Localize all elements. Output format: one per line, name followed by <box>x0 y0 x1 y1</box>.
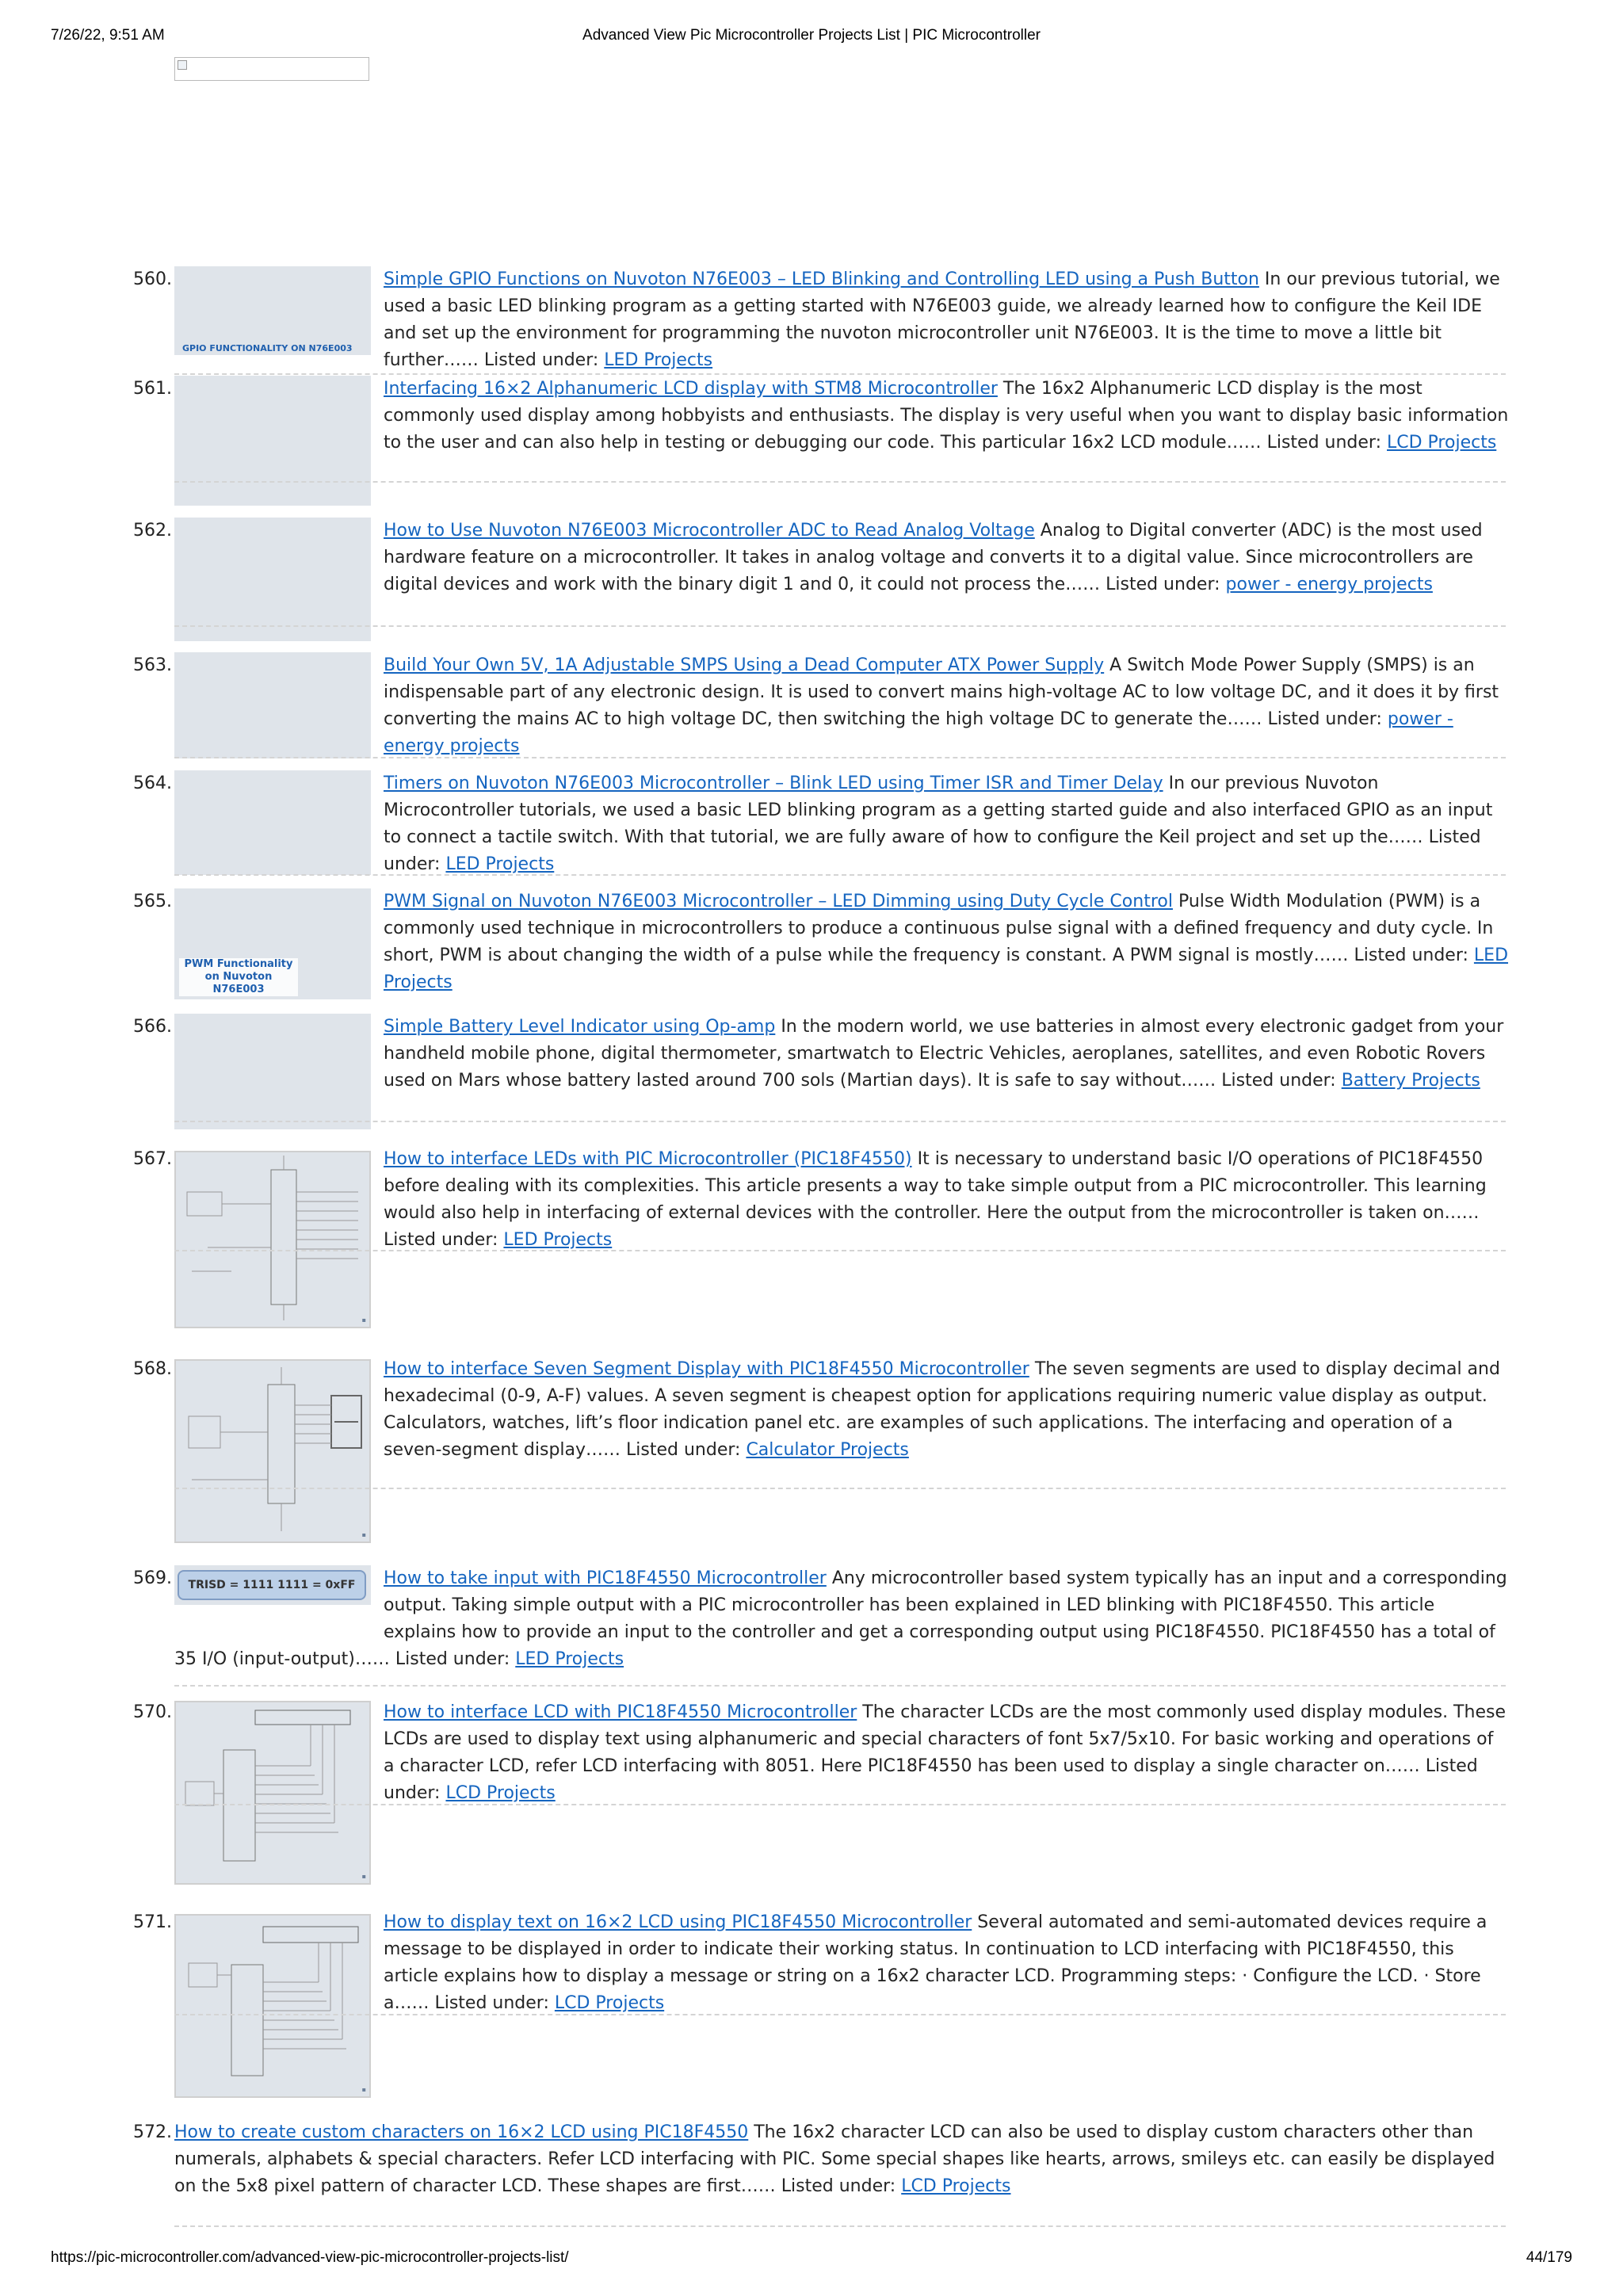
project-link[interactable]: PWM Signal on Nuvoton N76E003 Microcontroller – LED Dimming using Duty Cycle Control <box>384 892 1173 911</box>
project-description: In our previous Nuvoton Microcontroller tutorials, we used a basic LED blinking program as a getting started guide and also interfaced GPIO as an input to connect a tactile switch. With that tutorial, we are fully aware of how to configure the Keil project and set up the…… Listed under: <box>384 774 1493 874</box>
project-link[interactable]: How to interface Seven Segment Display with PIC18F4550 Microcontroller <box>384 1359 1029 1379</box>
schematic-thumbnail[interactable] <box>174 1151 371 1328</box>
category-link[interactable]: LED Projects <box>604 350 713 370</box>
project-entry <box>384 888 1509 996</box>
divider <box>174 373 1506 375</box>
project-number: 570. <box>133 1702 172 1722</box>
schematic-drawing <box>176 1152 371 1328</box>
divider <box>174 1488 1506 1489</box>
category-link[interactable]: LCD Projects <box>554 1993 665 2013</box>
project-number: 569. <box>133 1568 172 1588</box>
divider <box>174 1121 1506 1122</box>
divider <box>174 625 1506 627</box>
schematic-thumbnail[interactable] <box>174 1701 371 1885</box>
page-url: https://pic-microcontroller.com/advanced-view-pic-microcontroller-projects-list/ <box>51 2249 569 2266</box>
project-description: It is necessary to understand basic I/O operations of PIC18F4550 before dealing with its complexities. This article presents a way to take simple output from a PIC microcontroller. This learning would also help in interfacing of external devices with the controller. Here the output from the microcontroller is taken on…… Listed under: <box>384 1149 1487 1250</box>
project-description: Any microcontroller based system typically has an input and a corresponding output. Taking simple output with a PIC microcontroller has been explained in LED blinking with PIC18F4550. This article explains how to provide an input to the controller and get a corresponding output using PIC18F4550. PIC18F4550 has a total of 35 I/O (input-output)…… Listed under: <box>174 1568 1507 1669</box>
project-link[interactable]: Interfacing 16×2 Alphanumeric LCD display with STM8 Microcontroller <box>384 379 998 399</box>
project-entry <box>384 1356 1509 1464</box>
print-header <box>0 27 1623 51</box>
project-entry <box>174 2119 1509 2200</box>
project-link[interactable]: Build Your Own 5V, 1A Adjustable SMPS Using a Dead Computer ATX Power Supply <box>384 655 1105 675</box>
project-description: A Switch Mode Power Supply (SMPS) is an indispensable part of any electronic design. It is used to convert mains high-voltage AC to low voltage DC, and it does it by first converting the mains AC to high voltage DC, then switching the high voltage DC to generate the…… Listed under: <box>384 655 1499 729</box>
project-thumbnail[interactable] <box>174 518 371 641</box>
broken-image <box>174 57 369 81</box>
engineers-garage-watermark-icon: ▪ <box>361 1873 366 1880</box>
divider <box>174 2014 1506 2015</box>
project-description: In our previous tutorial, we used a basic LED blinking program as a getting started with N76E003 guide, we already learned how to configure the Keil IDE and set up the environment for programming the nuvoton microcontroller unit N76E003. It is the time to move a little bit further…… Listed under: <box>384 269 1500 370</box>
page-number: 44/179 <box>1526 2249 1572 2266</box>
engineers-garage-watermark-icon: ▪ <box>361 1316 366 1324</box>
divider <box>174 874 1506 876</box>
divider <box>174 1250 1506 1251</box>
project-thumbnail[interactable] <box>174 376 371 506</box>
project-entry <box>384 376 1509 457</box>
category-link[interactable]: Calculator Projects <box>746 1440 909 1460</box>
category-link[interactable]: LCD Projects <box>445 1783 556 1803</box>
schematic-drawing <box>176 1702 371 1885</box>
project-description: The 16x2 character LCD can also be used to display custom characters other than numerals, alphabets & special characters. Refer LCD interfacing with PIC. Some special shapes like hearts, arrows, smileys etc. can easily be displayed on the 5x8 pixel pattern of character LCD. These shapes are first…… Listed under: <box>174 2122 1495 2196</box>
project-number: 561. <box>133 379 172 399</box>
project-entry <box>384 770 1509 878</box>
project-entry <box>384 1014 1509 1095</box>
category-link[interactable]: Battery Projects <box>1341 1071 1480 1091</box>
divider <box>174 757 1506 758</box>
project-link[interactable]: Timers on Nuvoton N76E003 Microcontroller – Blink LED using Timer ISR and Timer Delay <box>384 774 1163 793</box>
project-description: Pulse Width Modulation (PWM) is a commonly used technique in microcontrollers to produce a continuous pulse signal with a defined frequency and duty cycle. In short, PWM is about changing the width of a pulse while the frequency is constant. A PWM signal is mostly…… Listed under: <box>384 892 1494 965</box>
project-entry <box>384 518 1509 598</box>
category-link[interactable]: LCD Projects <box>901 2176 1011 2196</box>
project-number: 563. <box>133 655 172 675</box>
engineers-garage-watermark-icon: ▪ <box>361 2086 366 2093</box>
page-title: Advanced View Pic Microcontroller Projects List | PIC Microcontroller <box>582 27 1041 44</box>
thumbnail-caption: GPIO FUNCTIONALITY ON N76E003 <box>182 343 353 353</box>
project-number: 572. <box>133 2122 172 2142</box>
project-number: 568. <box>133 1359 172 1379</box>
schematic-drawing <box>176 1916 371 2098</box>
thumbnail-caption: PWM Functionality on Nuvoton N76E003 <box>179 958 298 996</box>
print-datetime: 7/26/22, 9:51 AM <box>51 27 165 44</box>
engineers-garage-watermark-icon: ▪ <box>361 1531 366 1538</box>
project-number: 564. <box>133 774 172 793</box>
project-thumbnail[interactable] <box>174 1014 371 1129</box>
project-thumbnail[interactable] <box>174 652 371 758</box>
project-thumbnail[interactable] <box>174 266 371 355</box>
category-link[interactable]: power - energy projects <box>1225 575 1433 594</box>
project-description: The 16x2 Alphanumeric LCD display is the most commonly used display among hobbyists and enthusiasts. The display is very useful when you want to display basic information to the user and can also help in testing or debugging our code. This particular 16x2 LCD module…… Listed under: <box>384 379 1509 453</box>
project-link[interactable]: How to take input with PIC18F4550 Microcontroller <box>384 1568 827 1588</box>
project-description: Analog to Digital converter (ADC) is the most used hardware feature on a microcontroller. It takes in analog voltage and converts it to a digital value. Since microcontrollers are digital devices and work with the binary digit 1 and 0, it could not process the…… Listed under: <box>384 521 1483 594</box>
project-description: In the modern world, we use batteries in almost every electronic gadget from your handheld mobile phone, digital thermometer, smartwatch to Electric Vehicles, aeroplanes, satellites, and even Robotic Rovers used on Mars whose battery lasted around 700 sols (Martian days). It is safe to say without…… Listed under: <box>384 1017 1504 1091</box>
schematic-thumbnail[interactable] <box>174 1914 371 2098</box>
project-entry <box>174 1565 1509 1673</box>
category-link[interactable]: LED Projects <box>503 1230 613 1250</box>
project-link[interactable]: How to display text on 16×2 LCD using PIC18F4550 Microcontroller <box>384 1912 972 1932</box>
divider <box>174 1804 1506 1805</box>
project-link[interactable]: Simple GPIO Functions on Nuvoton N76E003 – LED Blinking and Controlling LED using a Push Button <box>384 269 1259 289</box>
project-link[interactable]: How to interface LCD with PIC18F4550 Microcontroller <box>384 1702 857 1722</box>
project-entry <box>384 266 1509 374</box>
project-number: 567. <box>133 1149 172 1169</box>
project-link[interactable]: How to interface LEDs with PIC Microcontroller (PIC18F4550) <box>384 1149 912 1169</box>
category-link[interactable]: LED Projects <box>515 1649 624 1669</box>
project-number: 571. <box>133 1912 172 1932</box>
project-link[interactable]: How to Use Nuvoton N76E003 Microcontroller ADC to Read Analog Voltage <box>384 521 1035 541</box>
project-link[interactable]: How to create custom characters on 16×2 LCD using PIC18F4550 <box>174 2122 749 2142</box>
project-description: The character LCDs are the most commonly used display modules. These LCDs are used to display text using alphanumeric and special characters of font 5x7/5x10. For basic working and operations of a character LCD, refer LCD interfacing with 8051. Here PIC18F4550 has been used to display a single character on…… Listed under: <box>384 1702 1506 1803</box>
project-entry <box>384 652 1509 760</box>
broken-image-icon <box>178 60 187 70</box>
project-entry <box>384 1146 1509 1254</box>
project-number: 566. <box>133 1017 172 1037</box>
project-number: 565. <box>133 892 172 911</box>
category-link[interactable]: LED Projects <box>445 854 555 874</box>
divider <box>174 1685 1506 1687</box>
divider <box>174 481 1506 483</box>
project-entry <box>384 1699 1509 1807</box>
project-description: Several automated and semi-automated devices require a message to be displayed in order to indicate their working status. In continuation to LCD interfacing with PIC18F4550, this article explains how to display a message or string on a 16x2 character LCD. Programming steps: · Configure the LCD. · Store a…… Listed under: <box>384 1912 1487 2013</box>
category-link[interactable]: power - energy projects <box>384 709 1453 756</box>
project-link[interactable]: Simple Battery Level Indicator using Op-amp <box>384 1017 776 1037</box>
register-value-label: TRISD = 1111 1111 = 0xFF <box>178 1570 366 1600</box>
project-description: The seven segments are used to display decimal and hexadecimal (0-9, A-F) values. A seven segment is cheapest option for applications requiring numeric value display as output. Calculators, watches, lift’s floor indication panel etc. are examples of such applications. The interfacing and operation of a seven-segment display…… Listed under: <box>384 1359 1500 1460</box>
project-thumbnail[interactable] <box>174 770 371 875</box>
print-footer <box>0 2249 1623 2273</box>
divider <box>174 2225 1506 2227</box>
schematic-thumbnail[interactable] <box>174 1359 371 1543</box>
project-thumbnail[interactable] <box>174 888 371 999</box>
category-link[interactable]: LCD Projects <box>1387 433 1497 453</box>
category-link[interactable]: LED Projects <box>384 946 1509 992</box>
project-number: 560. <box>133 269 172 289</box>
project-number: 562. <box>133 521 172 541</box>
schematic-drawing <box>176 1361 371 1543</box>
project-entry <box>384 1909 1509 2017</box>
